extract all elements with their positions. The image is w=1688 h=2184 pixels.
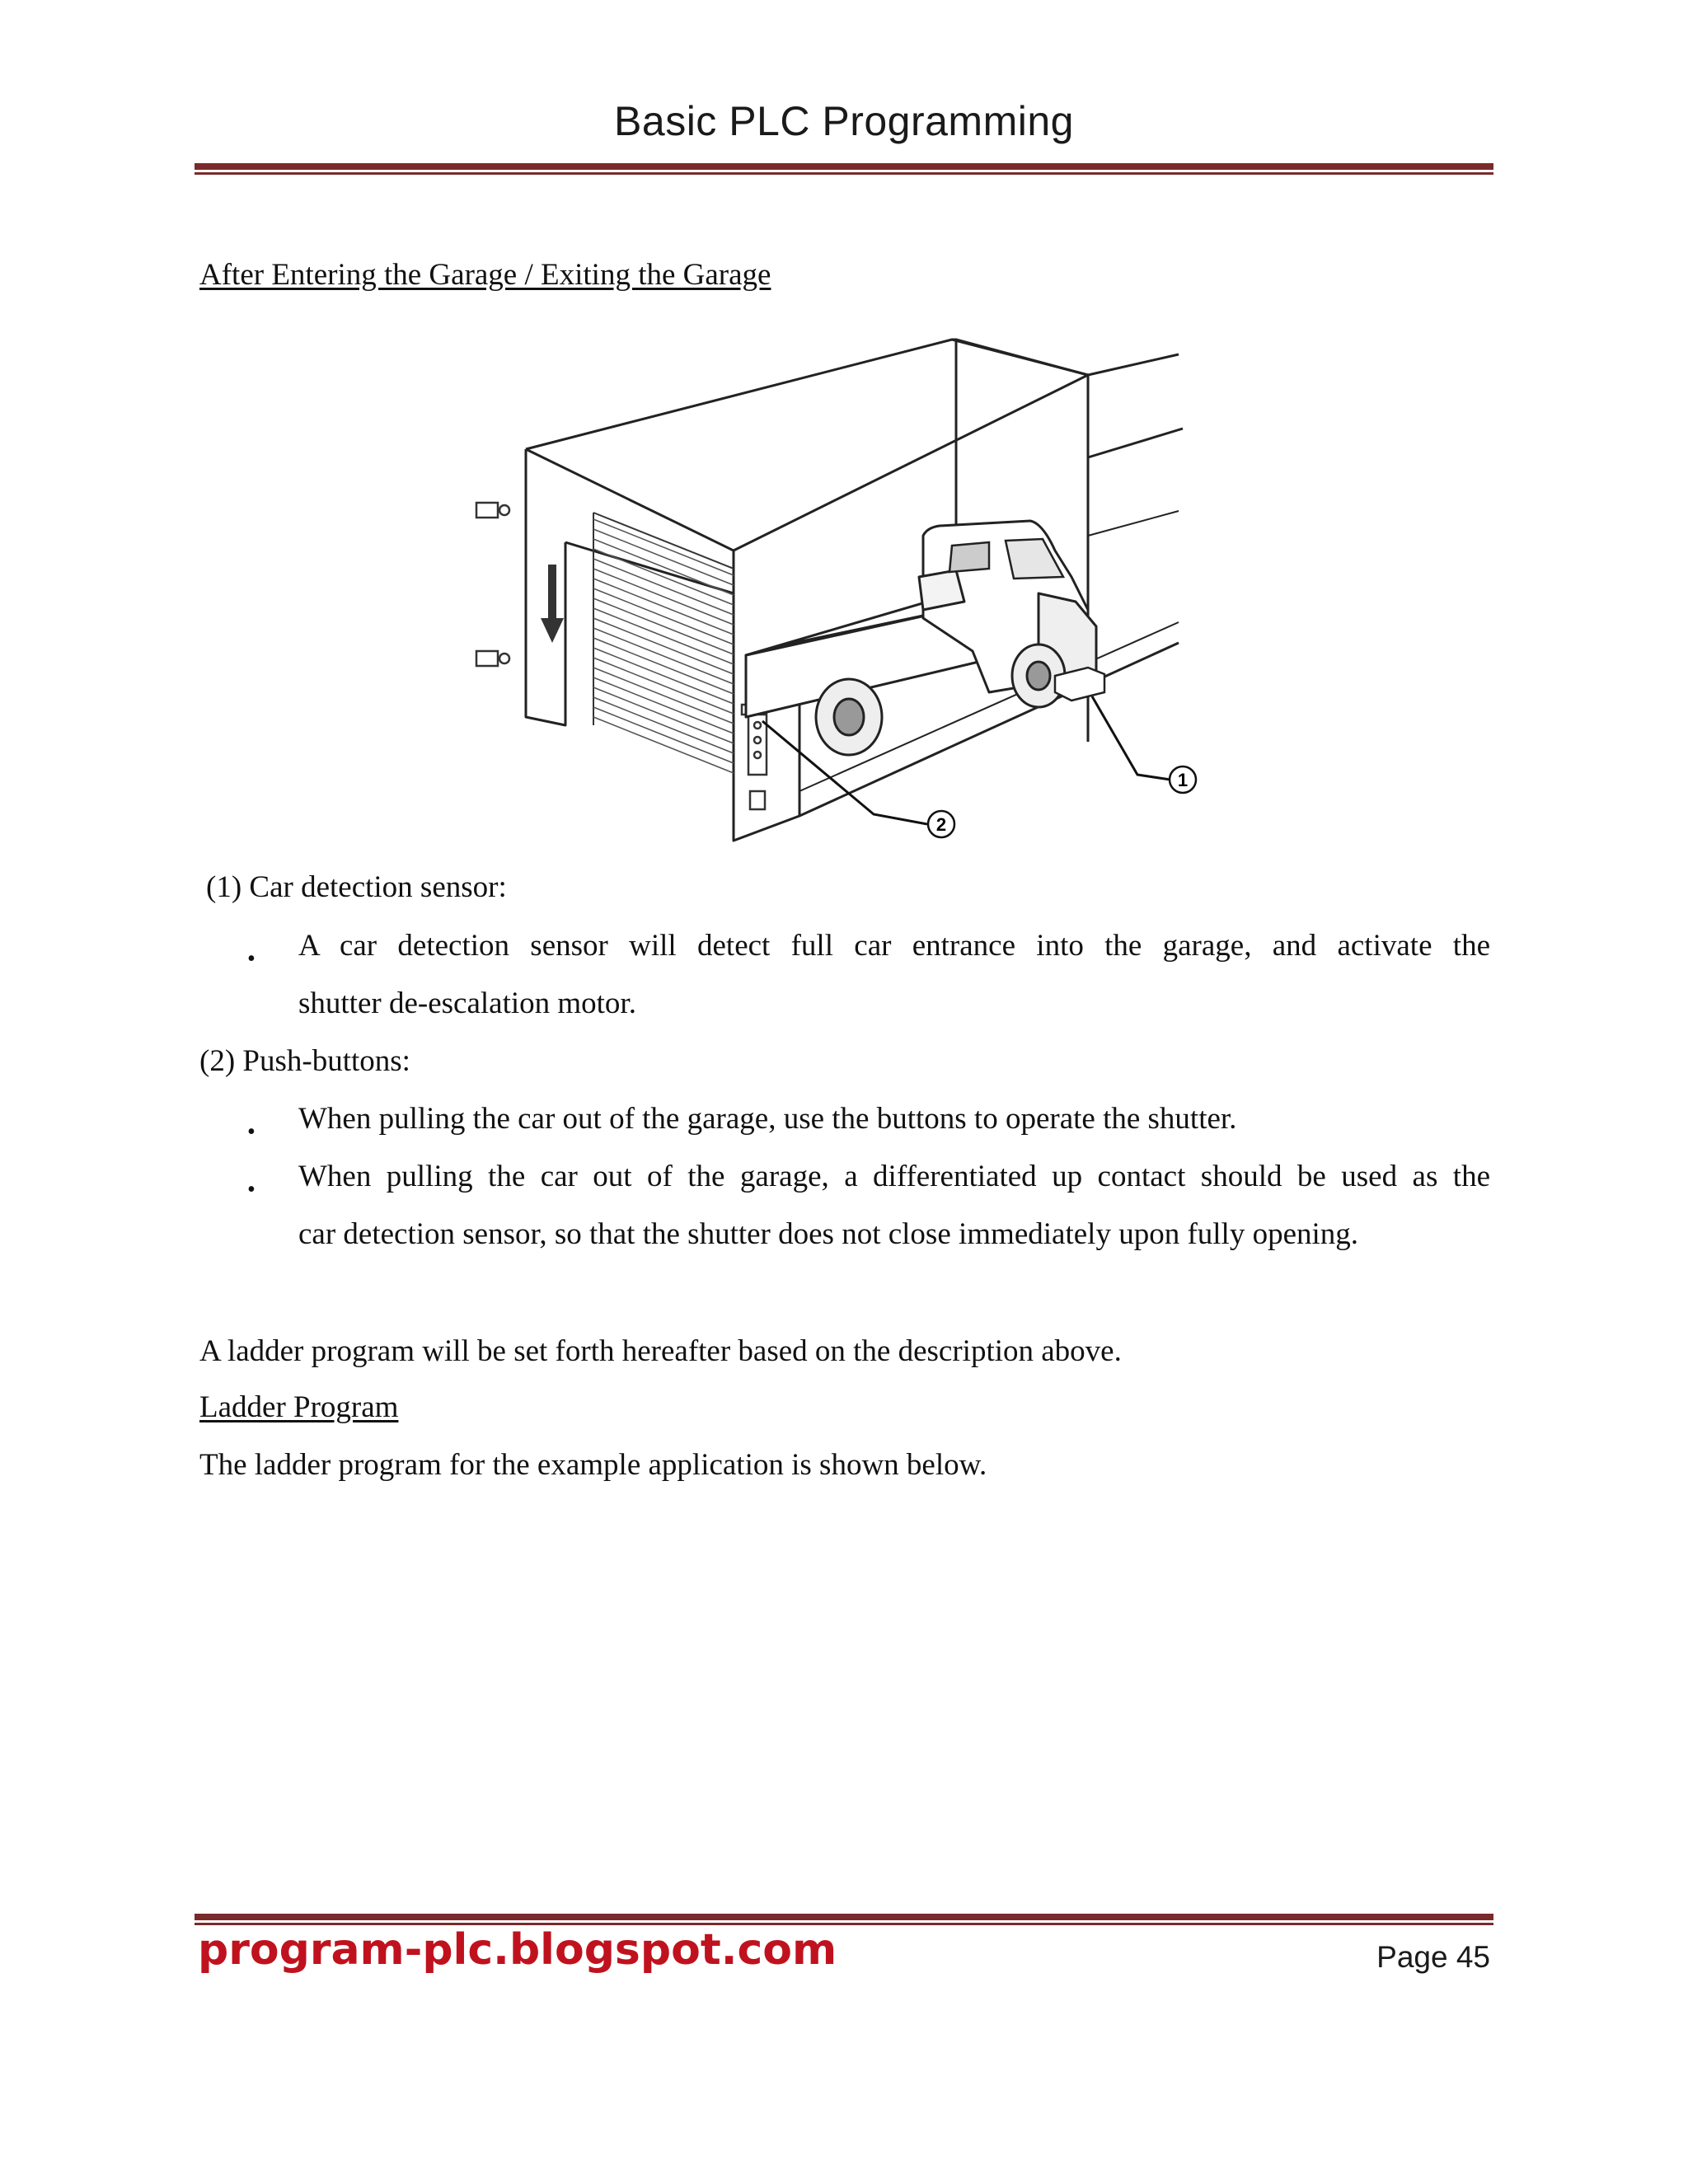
footer-site-link[interactable]: program-plc.blogspot.com xyxy=(198,1925,837,1975)
intro-paragraph: A ladder program will be set forth hereafter based on the description above. xyxy=(199,1334,1122,1368)
ladder-intro-paragraph: The ladder program for the example application is shown below. xyxy=(199,1448,987,1482)
callout-1: 1 xyxy=(1177,770,1189,790)
bullet-marker: • xyxy=(247,1119,256,1145)
bullet-marker: • xyxy=(247,1177,256,1202)
header-rule-thin xyxy=(195,172,1493,175)
pushbuttons-label: (2) Push-buttons: xyxy=(199,1044,410,1078)
callout-2: 2 xyxy=(935,814,947,835)
page-number: Page 45 xyxy=(1376,1940,1490,1974)
bullet-marker: • xyxy=(247,946,256,972)
sensor-bullet-line2: shutter de-escalation motor. xyxy=(298,987,636,1020)
ladder-program-heading: Ladder Program xyxy=(199,1390,399,1424)
section-heading: After Entering the Garage / Exiting the Garage xyxy=(199,258,771,292)
page-header-title: Basic PLC Programming xyxy=(614,98,1074,144)
pb-bullet-2-line2: car detection sensor, so that the shutter does not close immediately upon fully opening. xyxy=(298,1217,1359,1251)
sensor-bullet-line1: A car detection sensor will detect full car entrance into the garage, and activate the xyxy=(298,929,1490,963)
sensor-label: (1) Car detection sensor: xyxy=(206,870,507,904)
footer-rule xyxy=(195,1914,1493,1920)
pb-bullet-2-line1: When pulling the car out of the garage, a differentiated up contact should be used as the xyxy=(298,1160,1490,1193)
pb-bullet-1: When pulling the car out of the garage, use the buttons to operate the shutter. xyxy=(298,1102,1237,1136)
garage-illustration xyxy=(462,330,1220,857)
header-rule xyxy=(195,163,1493,170)
